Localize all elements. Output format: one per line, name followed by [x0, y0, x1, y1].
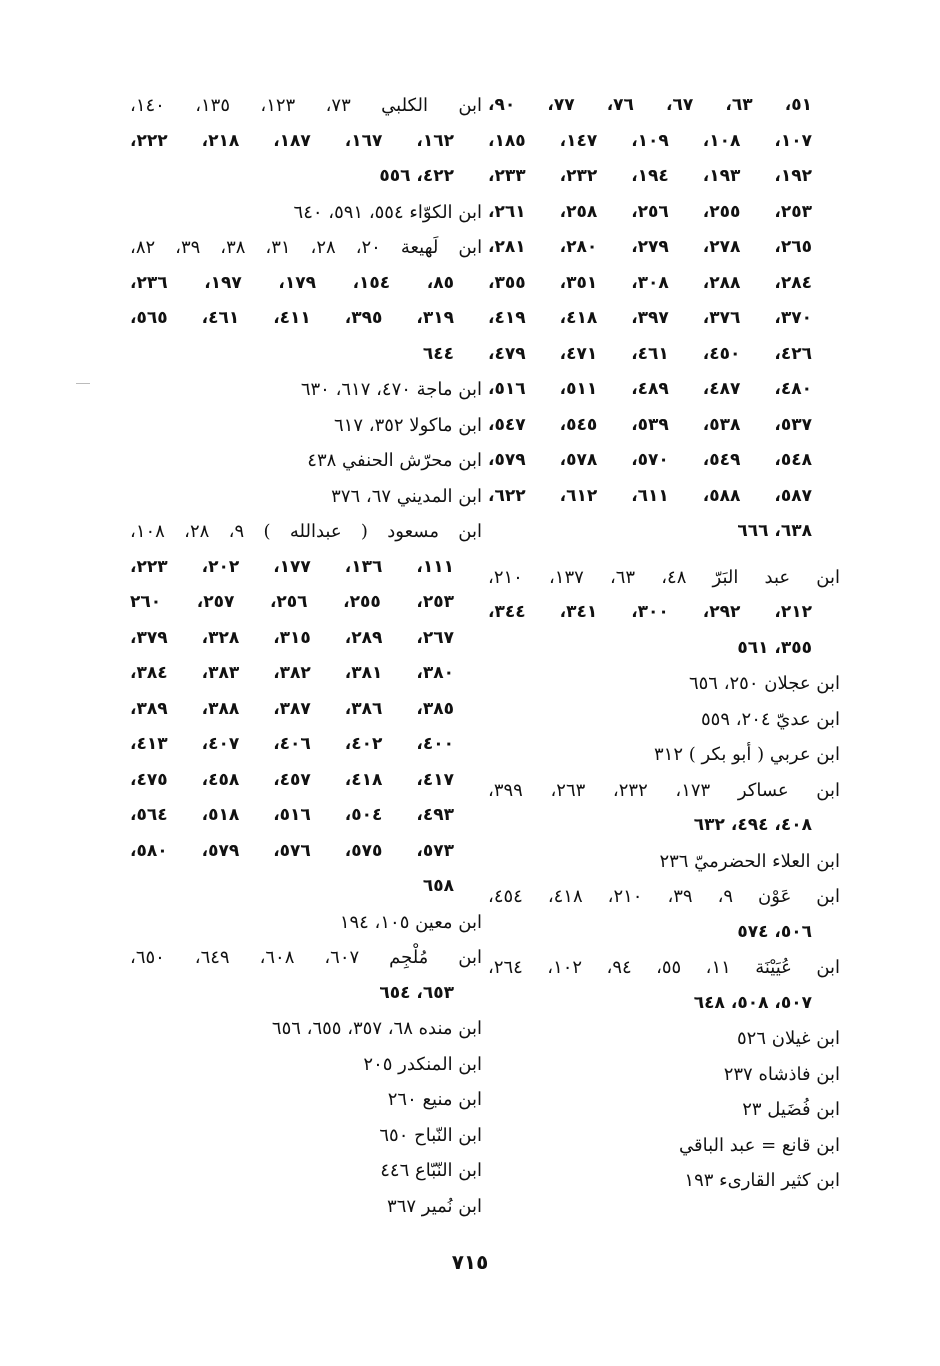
index-page-refs: ٦٣٨، ٦٦٦ [737, 521, 812, 541]
index-entry: ابن عساكر ١٧٣، ٢٣٢، ٢٦٣، ٣٩٩، [488, 779, 840, 801]
index-column-left [130, 88, 482, 1224]
index-page-refs: ٥٤٨، ٥٤٩، ٥٧٠، ٥٧٨، ٥٧٩، [488, 450, 812, 470]
index-entry: ابن عربي ( أبو بكر ) ٣١٢ [654, 744, 840, 765]
index-entry: ابن المديني ٦٧، ٣٧٦ [331, 485, 482, 507]
index-entry: ابن معين ١٠٥، ١٩٤ [339, 911, 482, 933]
index-entry: ابن منيع ٢٦٠ [387, 1089, 482, 1110]
index-page-refs: ٤٢٦، ٤٥٠، ٤٦١، ٤٧١، ٤٧٩، [488, 343, 812, 364]
index-page-refs: ٤١٧، ٤١٨، ٤٥٧، ٤٥٨، ٤٧٥، [130, 769, 454, 790]
index-entry: ابن فاذشاه ٢٣٧ [723, 1063, 840, 1085]
index-entry: ابن المنكدر ٢٠٥ [363, 1053, 482, 1075]
index-page-refs: ٥١، ٦٣، ٦٧، ٧٦، ٧٧، ٩٠، [488, 95, 812, 115]
index-entry: ابن نُمير ٣٦٧ [387, 1195, 482, 1217]
index-entry: ابن عَوْن ٩، ٣٩، ٢١٠، ٤١٨، ٤٥٤، [488, 886, 840, 907]
index-entry: ابن عبد البَرّ ٤٨، ٦٣، ١٣٧، ٢١٠، [488, 566, 840, 588]
index-page-refs: ٢٦٧، ٢٨٩، ٣١٥، ٣٢٨، ٣٧٩، [130, 627, 454, 648]
index-page-refs: ٣١٩، ٣٩٥، ٤١١، ٤٦١، ٥٦٥، [130, 308, 454, 328]
index-page-refs: ١١١، ١٣٦، ١٧٧، ٢٠٢، ٢٢٣، [130, 556, 454, 577]
index-page-refs: ٢٦٥، ٢٧٨، ٢٧٩، ٢٨٠، ٢٨١، [488, 237, 812, 257]
index-entry: ابن غيلان ٥٢٦ [737, 1028, 840, 1049]
index-entry: ابن ماكولا ٣٥٢، ٦١٧ [334, 414, 482, 436]
index-page-refs: ١٠٧، ١٠٨، ١٠٩، ١٤٧، ١٨٥، [488, 130, 812, 151]
index-entry: ابن النّباح ٦٥٠ [379, 1124, 482, 1146]
index-entry: ابن كثير القارىء ١٩٣ [684, 1170, 840, 1191]
index-entry: ابن عُيَيْنَة ١١، ٥٥، ٩٤، ١٠٢، ٢٦٤، [488, 957, 840, 978]
index-page-refs: ٢٥٣، ٢٥٥، ٢٥٦، ٢٥٨، ٢٦١، [488, 201, 812, 222]
index-page-refs: ٤٠٠، ٤٠٢، ٤٠٦، ٤٠٧، ٤١٣، [130, 734, 454, 754]
index-entry: ابن العلاء الحضرميّ ٢٣٦ [659, 850, 840, 872]
index-entry: ابن قانع = عبد الباقي [679, 1134, 840, 1156]
index-entry: ابن النّبّاع ٤٤٦ [380, 1160, 482, 1181]
index-entry: ابن عديّ ٢٠٤، ٥٥٩ [701, 708, 840, 730]
index-entry: ابن لَهيعة ٢٠، ٢٨، ٣١، ٣٨، ٣٩، ٨٢، [130, 237, 482, 258]
index-page-refs: ٢١٢، ٢٩٢، ٣٠٠، ٣٤١، ٣٤٤، [488, 602, 812, 622]
index-entry: ابن الكوّاء ٥٥٤، ٥٩١، ٦٤٠ [293, 201, 482, 223]
margin-mark [76, 383, 90, 384]
index-page-refs: ٤٠٨، ٤٩٤، ٦٣٢ [693, 815, 812, 835]
entry-spacer [488, 550, 840, 560]
index-page-refs: ٥٨٧، ٥٨٨، ٦١١، ٦١٢، ٦٢٢، [488, 485, 812, 506]
index-entry: ابن ماجة ٤٧٠، ٦١٧، ٦٣٠ [300, 379, 482, 400]
index-page-refs: ١٦٢، ١٦٧، ١٨٧، ٢١٨، ٢٢٢، [130, 130, 454, 151]
index-page-refs: ٢٨٤، ٢٨٨، ٣٠٨، ٣٥١، ٣٥٥، [488, 272, 812, 293]
index-page-refs: ٥٧٣، ٥٧٥، ٥٧٦، ٥٧٩، ٥٨٠، [130, 840, 454, 861]
index-page-refs: ٦٤٤ [422, 343, 454, 364]
index-page-refs: ٣٥٥، ٥٦١ [737, 637, 812, 658]
index-page-refs: ٥٣٧، ٥٣٨، ٥٣٩، ٥٤٥، ٥٤٧، [488, 414, 812, 435]
index-page-refs: ٤٩٣، ٥٠٤، ٥١٦، ٥١٨، ٥٦٤، [130, 805, 454, 825]
index-page-refs: ٤٨٠، ٤٨٧، ٤٨٩، ٥١١، ٥١٦، [488, 379, 812, 399]
index-entry: ابن منده ٦٨، ٣٥٧، ٦٥٥، ٦٥٦ [271, 1018, 482, 1039]
index-page-refs: ٦٥٣، ٦٥٤ [379, 982, 454, 1003]
page-number: ٧١٥ [451, 1250, 489, 1274]
index-page-refs: ٨٥، ١٥٤، ١٧٩، ١٩٧، ٢٣٦، [130, 272, 454, 293]
index-entry: ابن الكلبي ٧٣، ١٢٣، ١٣٥، ١٤٠، [130, 95, 482, 116]
index-entry: ابن مُلْجِم ٦٠٧، ٦٠٨، ٦٤٩، ٦٥٠، [130, 947, 482, 968]
index-entry: ابن عجلان ٢٥٠، ٦٥٦ [688, 673, 840, 694]
index-page-refs: ١٩٢، ١٩٣، ١٩٤، ٢٣٢، ٢٣٣، [488, 166, 812, 186]
index-page-refs: ٥٠٧، ٥٠٨، ٦٤٨ [693, 992, 812, 1013]
index-page-refs: ٢٥٣، ٢٥٥، ٢٥٦، ٢٥٧، ٢٦٠ [130, 592, 454, 612]
index-page-refs: ٣٨٠، ٣٨١، ٣٨٢، ٣٨٣، ٣٨٤، [130, 663, 454, 683]
index-column-right [488, 88, 840, 1199]
index-entry: ابن فُضَيل ٢٣ [742, 1099, 840, 1120]
index-page-refs: ٣٧٠، ٣٧٦، ٣٩٧، ٤١٨، ٤١٩، [488, 308, 812, 328]
index-entry: ابن محرّش الحنفي ٤٣٨ [307, 450, 482, 471]
index-page-refs: ٥٠٦، ٥٧٤ [737, 921, 812, 942]
index-entry: ابن مسعود ( عبدالله ) ٩، ٢٨، ١٠٨، [130, 521, 482, 542]
index-page-refs: ٣٨٥، ٣٨٦، ٣٨٧، ٣٨٨، ٣٨٩، [130, 698, 454, 719]
index-page-refs: ٦٥٨ [422, 876, 454, 896]
index-page-refs: ٤٢٢، ٥٥٦ [379, 166, 454, 186]
